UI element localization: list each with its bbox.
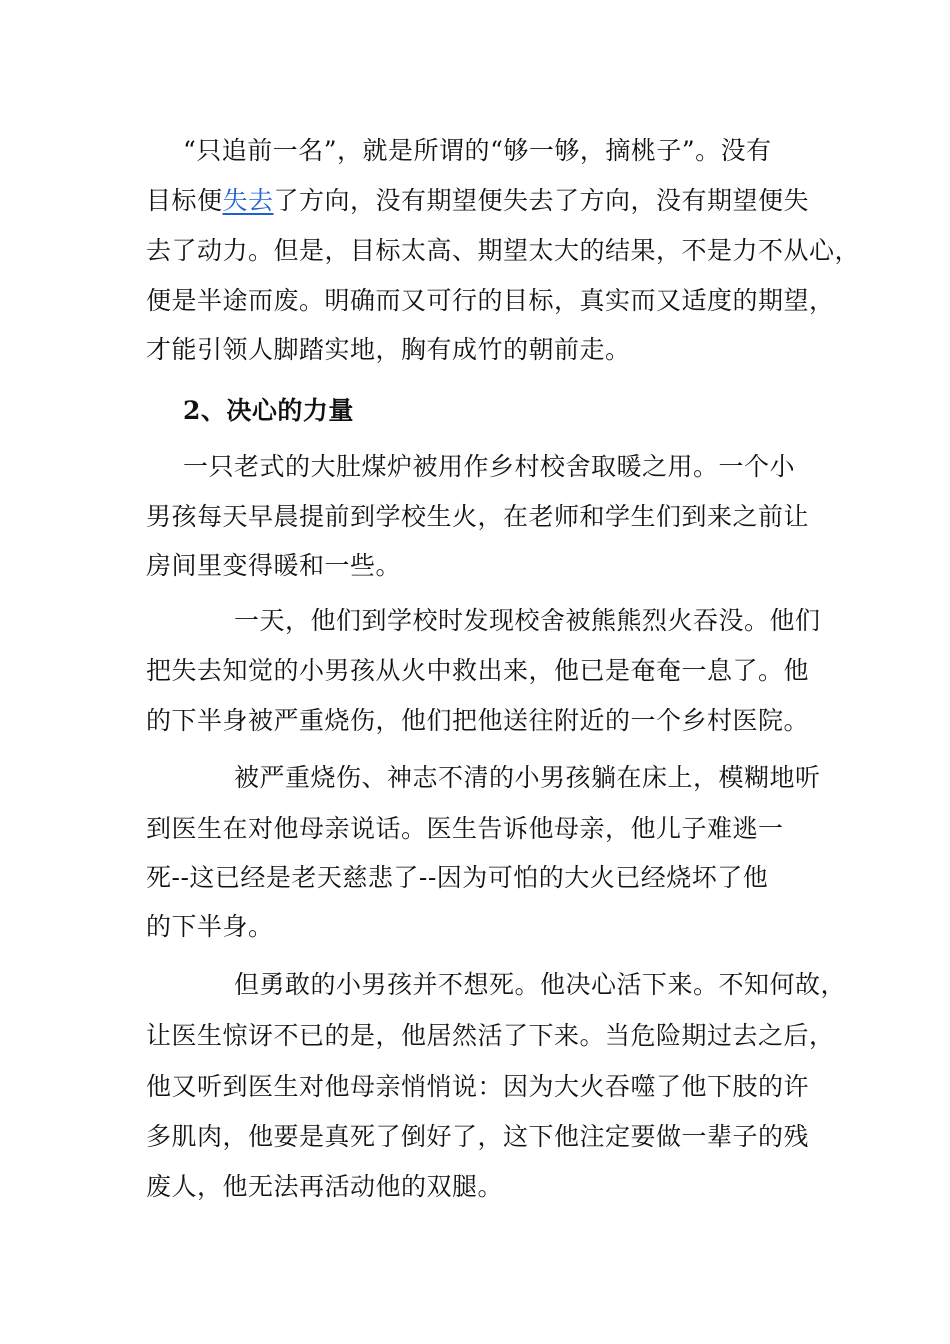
paragraph-1-line-5: 才能引领人脚踏实地，胸有成竹的朝前走。 xyxy=(146,335,631,364)
paragraph-1-line-2 xyxy=(146,186,809,216)
paragraph-3-line-1: 一天，他们到学校时发现校舍被熊熊烈火吞没。他们 xyxy=(234,606,821,635)
paragraph-2-line-3: 房间里变得暖和一些。 xyxy=(146,551,402,580)
paragraph-4-line-2: 到医生在对他母亲说话。医生告诉他母亲，他儿子难逃一 xyxy=(146,814,784,843)
paragraph-5-line-1: 但勇敢的小男孩并不想死。他决心活下来。不知何故， xyxy=(234,970,847,999)
paragraph-2-line-1: 一只老式的大肚煤炉被用作乡村校舍取暖之用。一个小 xyxy=(183,452,796,481)
paragraph-5-line-4: 多肌肉，他要是真死了倒好了，这下他注定要做一辈子的残 xyxy=(146,1122,810,1151)
paragraph-4-line-4: 的下半身。 xyxy=(146,912,274,941)
section-heading: 2、决心的力量 xyxy=(183,396,354,425)
paragraph-5-line-2: 让医生惊讶不已的是，他居然活了下来。当危险期过去之后， xyxy=(146,1021,835,1050)
paragraph-3-line-3: 的下半身被严重烧伤，他们把他送往附近的一个乡村医院。 xyxy=(146,706,810,735)
paragraph-3-line-2: 把失去知觉的小男孩从火中救出来，他已是奄奄一息了。他 xyxy=(146,656,810,685)
paragraph-5-line-5: 废人，他无法再活动他的双腿。 xyxy=(146,1172,504,1201)
paragraph-1-line-2-text-before: 目标便 xyxy=(146,186,223,215)
paragraph-1-line-4: 便是半途而废。明确而又可行的目标，真实而又适度的期望， xyxy=(146,286,835,315)
paragraph-1-line-2-text-after: 了方向，没有期望便失去了方向，没有期望便失 xyxy=(273,186,810,215)
paragraph-2-line-2: 男孩每天早晨提前到学校生火，在老师和学生们到来之前让 xyxy=(146,502,810,531)
paragraph-5-line-3: 他又听到医生对他母亲悄悄说：因为大火吞噬了他下肢的许 xyxy=(146,1072,810,1101)
paragraph-4-line-3: 死--这已经是老天慈悲了--因为可怕的大火已经烧坏了他 xyxy=(146,863,769,892)
paragraph-1-line-1: “只追前一名”，就是所谓的“够一够，摘桃子”。没有 xyxy=(183,136,772,165)
paragraph-1-line-3: 去了动力。但是，目标太高、期望太大的结果，不是力不从心， xyxy=(146,236,861,265)
shiqu-link[interactable]: 失去 xyxy=(222,186,274,215)
paragraph-4-line-1: 被严重烧伤、神志不清的小男孩躺在床上，模糊地听 xyxy=(234,763,821,792)
